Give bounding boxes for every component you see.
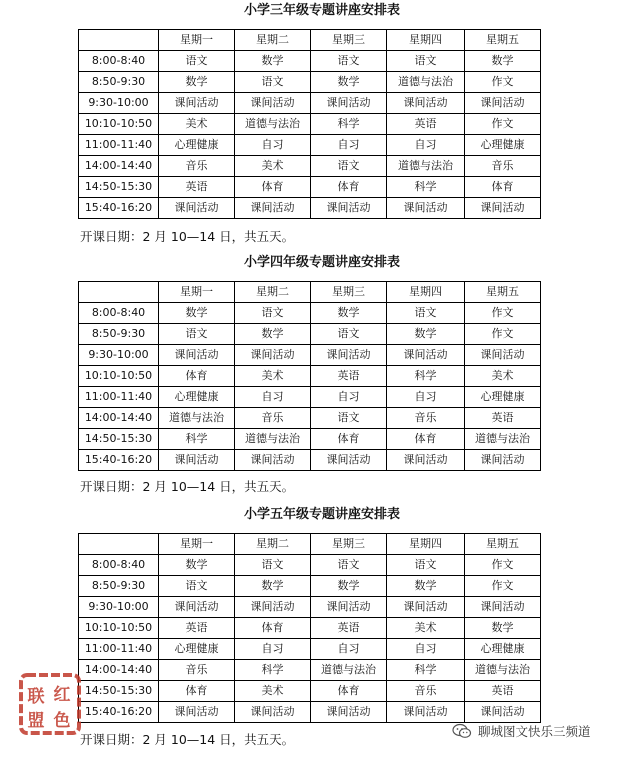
subject-cell: 心理健康 xyxy=(465,387,541,408)
subject-cell: 道德与法治 xyxy=(235,114,311,135)
subject-cell: 道德与法治 xyxy=(159,408,235,429)
subject-cell: 作文 xyxy=(465,114,541,135)
subject-cell: 心理健康 xyxy=(465,639,541,660)
subject-cell: 体育 xyxy=(311,177,387,198)
time-cell: 8:50-9:30 xyxy=(79,72,159,93)
subject-cell: 道德与法治 xyxy=(235,429,311,450)
subject-cell: 数学 xyxy=(387,324,465,345)
time-cell: 14:00-14:40 xyxy=(79,156,159,177)
time-cell: 14:50-15:30 xyxy=(79,681,159,702)
subject-cell: 语文 xyxy=(387,51,465,72)
header-row xyxy=(79,534,541,555)
subject-cell: 课间活动 xyxy=(235,702,311,723)
header-cell xyxy=(79,282,159,303)
header-cell: 星期一 xyxy=(159,30,235,51)
time-cell: 15:40-16:20 xyxy=(79,198,159,219)
subject-cell: 课间活动 xyxy=(235,597,311,618)
table-row xyxy=(79,660,541,681)
header-cell: 星期四 xyxy=(387,30,465,51)
time-cell: 14:00-14:40 xyxy=(79,408,159,429)
subject-cell: 自习 xyxy=(387,135,465,156)
time-cell: 14:00-14:40 xyxy=(79,660,159,681)
subject-cell: 作文 xyxy=(465,324,541,345)
subject-cell: 课间活动 xyxy=(387,345,465,366)
time-cell: 8:50-9:30 xyxy=(79,324,159,345)
schedule-title: 小学三年级专题讲座安排表 xyxy=(243,3,400,18)
svg-text:盟: 盟 xyxy=(27,711,45,731)
subject-cell: 英语 xyxy=(159,177,235,198)
header-cell: 星期四 xyxy=(387,282,465,303)
subject-cell: 数学 xyxy=(235,576,311,597)
subject-cell: 课间活动 xyxy=(235,93,311,114)
subject-cell: 英语 xyxy=(465,408,541,429)
table-row xyxy=(79,72,541,93)
subject-cell: 音乐 xyxy=(159,156,235,177)
table-row xyxy=(79,618,541,639)
schedule-title: 小学四年级专题讲座安排表 xyxy=(243,255,400,270)
header-row xyxy=(79,282,541,303)
subject-cell: 科学 xyxy=(235,660,311,681)
seal-icon xyxy=(18,672,82,736)
time-cell: 11:00-11:40 xyxy=(79,639,159,660)
subject-cell: 道德与法治 xyxy=(387,72,465,93)
schedule-table xyxy=(78,29,541,219)
header-cell: 星期二 xyxy=(235,30,311,51)
table-row xyxy=(79,93,541,114)
table-row xyxy=(79,198,541,219)
subject-cell: 作文 xyxy=(465,303,541,324)
subject-cell: 自习 xyxy=(311,639,387,660)
subject-cell: 数学 xyxy=(159,72,235,93)
subject-cell: 语文 xyxy=(311,156,387,177)
subject-cell: 课间活动 xyxy=(311,345,387,366)
subject-cell: 语文 xyxy=(387,555,465,576)
subject-cell: 英语 xyxy=(159,618,235,639)
subject-cell: 音乐 xyxy=(387,681,465,702)
header-cell: 星期四 xyxy=(387,534,465,555)
subject-cell: 美术 xyxy=(465,366,541,387)
subject-cell: 自习 xyxy=(387,639,465,660)
subject-cell: 课间活动 xyxy=(465,450,541,471)
subject-cell: 自习 xyxy=(311,387,387,408)
subject-cell: 语文 xyxy=(311,555,387,576)
subject-cell: 语文 xyxy=(311,408,387,429)
subject-cell: 课间活动 xyxy=(465,345,541,366)
header-cell: 星期五 xyxy=(465,282,541,303)
subject-cell: 英语 xyxy=(387,114,465,135)
time-cell: 9:30-10:00 xyxy=(79,345,159,366)
subject-cell: 体育 xyxy=(465,177,541,198)
time-cell: 10:10-10:50 xyxy=(79,366,159,387)
subject-cell: 音乐 xyxy=(235,408,311,429)
time-cell: 9:30-10:00 xyxy=(79,597,159,618)
svg-text:联: 联 xyxy=(27,687,45,707)
subject-cell: 音乐 xyxy=(159,660,235,681)
table-row xyxy=(79,450,541,471)
subject-cell: 美术 xyxy=(159,114,235,135)
subject-cell: 美术 xyxy=(235,366,311,387)
time-cell: 8:50-9:30 xyxy=(79,576,159,597)
header-cell: 星期五 xyxy=(465,30,541,51)
table-row xyxy=(79,303,541,324)
subject-cell: 音乐 xyxy=(465,156,541,177)
subject-cell: 课间活动 xyxy=(311,702,387,723)
subject-cell: 课间活动 xyxy=(387,93,465,114)
subject-cell: 课间活动 xyxy=(159,198,235,219)
subject-cell: 美术 xyxy=(235,156,311,177)
header-cell xyxy=(79,30,159,51)
time-cell: 8:00-8:40 xyxy=(79,51,159,72)
table-row xyxy=(79,576,541,597)
subject-cell: 科学 xyxy=(159,429,235,450)
subject-cell: 美术 xyxy=(387,618,465,639)
subject-cell: 作文 xyxy=(465,576,541,597)
header-cell: 星期一 xyxy=(159,534,235,555)
schedule-table xyxy=(78,281,541,471)
header-cell: 星期三 xyxy=(311,30,387,51)
time-cell: 15:40-16:20 xyxy=(79,450,159,471)
subject-cell: 数学 xyxy=(465,51,541,72)
header-cell: 星期三 xyxy=(311,534,387,555)
subject-cell: 语文 xyxy=(235,555,311,576)
subject-cell: 课间活动 xyxy=(311,198,387,219)
time-cell: 14:50-15:30 xyxy=(79,177,159,198)
subject-cell: 语文 xyxy=(387,303,465,324)
subject-cell: 数学 xyxy=(387,576,465,597)
subject-cell: 数学 xyxy=(235,324,311,345)
subject-cell: 自习 xyxy=(387,387,465,408)
table-row xyxy=(79,177,541,198)
subject-cell: 体育 xyxy=(159,681,235,702)
table-row xyxy=(79,681,541,702)
table-row xyxy=(79,114,541,135)
subject-cell: 数学 xyxy=(311,303,387,324)
subject-cell: 课间活动 xyxy=(465,93,541,114)
table-row xyxy=(79,597,541,618)
table-row xyxy=(79,324,541,345)
svg-text:红: 红 xyxy=(53,685,71,705)
subject-cell: 数学 xyxy=(159,303,235,324)
header-cell: 星期三 xyxy=(311,282,387,303)
subject-cell: 科学 xyxy=(387,660,465,681)
subject-cell: 数学 xyxy=(235,51,311,72)
table-row xyxy=(79,639,541,660)
subject-cell: 道德与法治 xyxy=(311,660,387,681)
subject-cell: 课间活动 xyxy=(465,198,541,219)
subject-cell: 体育 xyxy=(387,429,465,450)
subject-cell: 课间活动 xyxy=(159,450,235,471)
svg-text:色: 色 xyxy=(53,711,71,731)
subject-cell: 英语 xyxy=(311,366,387,387)
subject-cell: 课间活动 xyxy=(311,597,387,618)
subject-cell: 作文 xyxy=(465,72,541,93)
subject-cell: 课间活动 xyxy=(311,450,387,471)
subject-cell: 体育 xyxy=(235,177,311,198)
subject-cell: 心理健康 xyxy=(465,135,541,156)
subject-cell: 美术 xyxy=(235,681,311,702)
subject-cell: 数学 xyxy=(311,576,387,597)
subject-cell: 数学 xyxy=(465,618,541,639)
subject-cell: 心理健康 xyxy=(159,639,235,660)
subject-cell: 体育 xyxy=(235,618,311,639)
table-row xyxy=(79,345,541,366)
time-cell: 8:00-8:40 xyxy=(79,303,159,324)
table-row xyxy=(79,156,541,177)
subject-cell: 语文 xyxy=(159,576,235,597)
table-row xyxy=(79,387,541,408)
subject-cell: 科学 xyxy=(311,114,387,135)
subject-cell: 科学 xyxy=(387,366,465,387)
subject-cell: 作文 xyxy=(465,555,541,576)
time-cell: 8:00-8:40 xyxy=(79,555,159,576)
header-cell: 星期二 xyxy=(235,282,311,303)
subject-cell: 语文 xyxy=(311,324,387,345)
subject-cell: 语文 xyxy=(235,72,311,93)
schedule-title: 小学五年级专题讲座安排表 xyxy=(243,507,400,522)
subject-cell: 心理健康 xyxy=(159,135,235,156)
time-cell: 14:50-15:30 xyxy=(79,429,159,450)
time-cell: 11:00-11:40 xyxy=(79,387,159,408)
header-cell: 星期一 xyxy=(159,282,235,303)
time-cell: 15:40-16:20 xyxy=(79,702,159,723)
table-row xyxy=(79,429,541,450)
table-row xyxy=(79,702,541,723)
subject-cell: 语文 xyxy=(235,303,311,324)
time-cell: 11:00-11:40 xyxy=(79,135,159,156)
subject-cell: 自习 xyxy=(311,135,387,156)
subject-cell: 课间活动 xyxy=(235,450,311,471)
time-cell: 10:10-10:50 xyxy=(79,114,159,135)
subject-cell: 课间活动 xyxy=(159,345,235,366)
course-date-note: 开课日期：2 月 10—14 日，共五天。 xyxy=(80,479,295,494)
time-cell: 9:30-10:00 xyxy=(79,93,159,114)
header-cell xyxy=(79,534,159,555)
subject-cell: 道德与法治 xyxy=(465,429,541,450)
table-row xyxy=(79,366,541,387)
subject-cell: 音乐 xyxy=(387,408,465,429)
course-date-note: 开课日期：2 月 10—14 日，共五天。 xyxy=(80,732,295,747)
table-row xyxy=(79,135,541,156)
course-date-note: 开课日期：2 月 10—14 日，共五天。 xyxy=(80,229,295,244)
subject-cell: 课间活动 xyxy=(159,702,235,723)
subject-cell: 自习 xyxy=(235,387,311,408)
subject-cell: 课间活动 xyxy=(387,597,465,618)
subject-cell: 课间活动 xyxy=(235,345,311,366)
table-row xyxy=(79,555,541,576)
subject-cell: 课间活动 xyxy=(235,198,311,219)
subject-cell: 课间活动 xyxy=(465,597,541,618)
subject-cell: 自习 xyxy=(235,639,311,660)
subject-cell: 科学 xyxy=(387,177,465,198)
subject-cell: 心理健康 xyxy=(159,387,235,408)
subject-cell: 英语 xyxy=(465,681,541,702)
subject-cell: 数学 xyxy=(311,72,387,93)
subject-cell: 语文 xyxy=(159,324,235,345)
subject-cell: 课间活动 xyxy=(159,93,235,114)
header-cell: 星期五 xyxy=(465,534,541,555)
header-cell: 星期二 xyxy=(235,534,311,555)
header-row xyxy=(79,30,541,51)
table-row xyxy=(79,51,541,72)
subject-cell: 课间活动 xyxy=(387,198,465,219)
subject-cell: 数学 xyxy=(159,555,235,576)
subject-cell: 体育 xyxy=(159,366,235,387)
subject-cell: 课间活动 xyxy=(387,450,465,471)
time-cell: 10:10-10:50 xyxy=(79,618,159,639)
subject-cell: 道德与法治 xyxy=(465,660,541,681)
subject-cell: 道德与法治 xyxy=(387,156,465,177)
wechat-icon xyxy=(452,723,472,739)
subject-cell: 体育 xyxy=(311,429,387,450)
subject-cell: 课间活动 xyxy=(159,597,235,618)
subject-cell: 语文 xyxy=(311,51,387,72)
watermark-text: 聊城图文快乐三频道 xyxy=(478,724,591,739)
subject-cell: 语文 xyxy=(159,51,235,72)
schedule-table xyxy=(78,533,541,723)
watermark xyxy=(452,722,591,740)
subject-cell: 课间活动 xyxy=(465,702,541,723)
subject-cell: 体育 xyxy=(311,681,387,702)
table-row xyxy=(79,408,541,429)
subject-cell: 课间活动 xyxy=(387,702,465,723)
subject-cell: 英语 xyxy=(311,618,387,639)
subject-cell: 课间活动 xyxy=(311,93,387,114)
subject-cell: 自习 xyxy=(235,135,311,156)
